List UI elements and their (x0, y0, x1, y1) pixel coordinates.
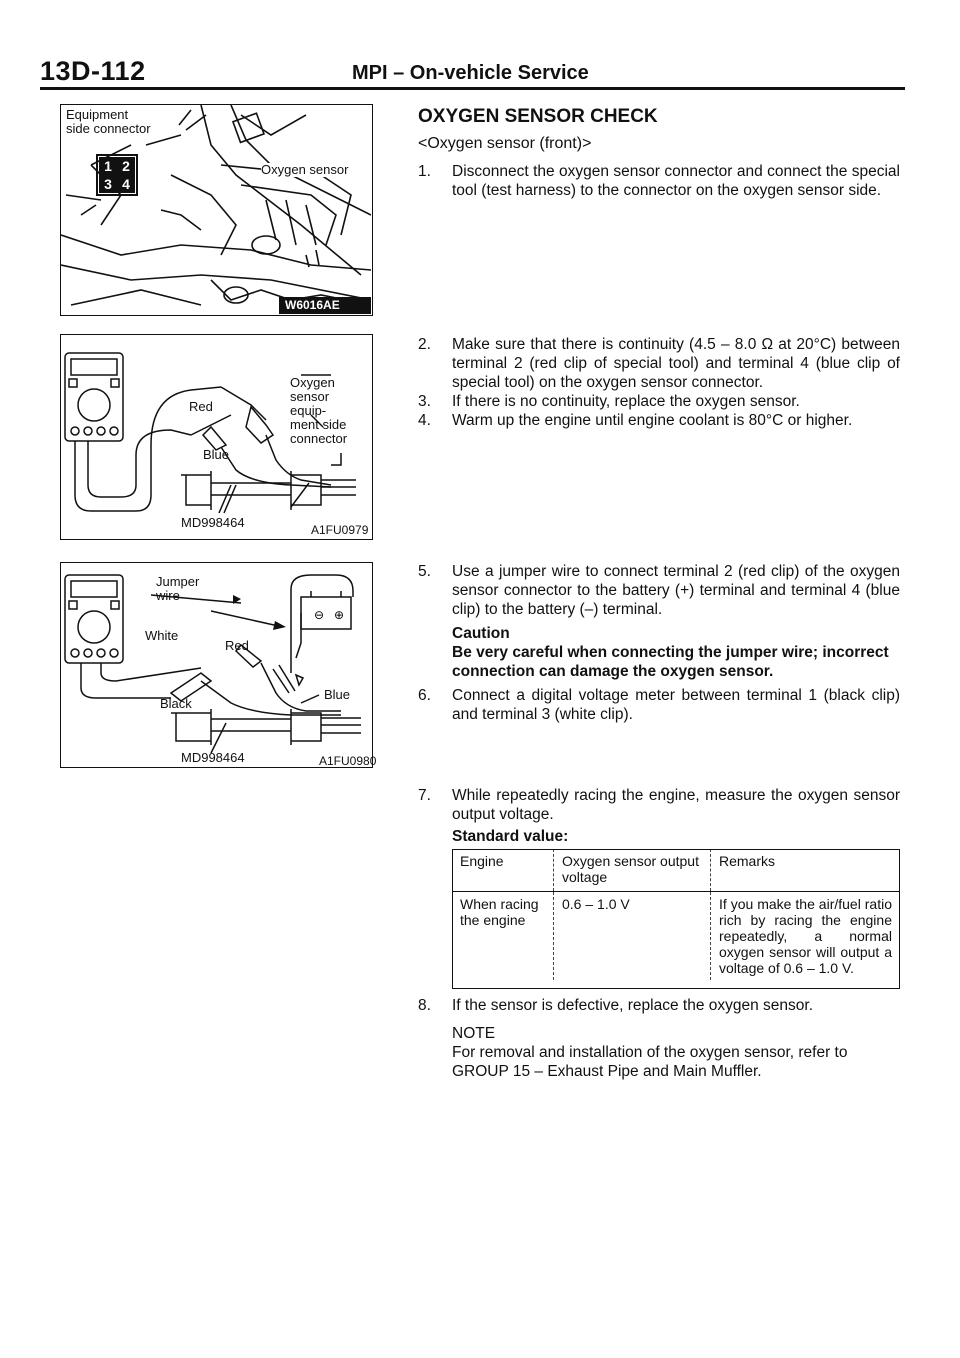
step-5 (418, 562, 900, 619)
header-remarks: Remarks (711, 849, 901, 892)
step-8 (418, 996, 900, 1015)
cell-engine: When racing the engine (460, 896, 539, 928)
blue-clip-label: Blue (203, 447, 230, 462)
step-6 (418, 686, 900, 724)
table-header-row (452, 849, 900, 892)
step-number: 7. (418, 787, 431, 804)
step-text: Use a jumper wire to connect terminal 2 (red clip) of the oxygen sensor connector to the battery (+) terminal and terminal 4 (blue clip) to the battery (–) terminal. (452, 563, 900, 618)
step-4 (418, 411, 900, 430)
white-clip-label: White (145, 628, 179, 643)
svg-text:⊕: ⊕ (334, 608, 345, 622)
oxygen-sensor-label: Oxygen sensor (261, 162, 349, 177)
header-rule (40, 87, 905, 90)
equip-label: equip- (290, 403, 327, 418)
red-clip-label: Red (189, 399, 213, 414)
header-title: MPI – On-vehicle Service (352, 62, 589, 84)
ment-side-label: ment side (290, 417, 347, 432)
header-output-voltage: Oxygen sensor output voltage (554, 849, 711, 892)
svg-text:⊖: ⊖ (314, 608, 325, 622)
note-text: For removal and installation of the oxygen sensor, refer to GROUP 15 – Exhaust Pipe and Main Muffler. (452, 1044, 848, 1080)
note-label: NOTE (452, 1025, 496, 1042)
step-text: Warm up the engine until engine coolant is 80°C or higher. (452, 412, 853, 429)
pin-4-label: 4 (122, 176, 130, 192)
section-subtitle: <Oxygen sensor (front)> (418, 135, 592, 152)
table-row (452, 892, 900, 981)
step-text: If the sensor is defective, replace the oxygen sensor. (452, 997, 814, 1014)
connector-label: connector (290, 431, 348, 446)
step-text: Disconnect the oxygen sensor connector and connect the special tool (test harness) to the connector on the oxygen sensor side. (452, 163, 900, 199)
black-clip-label: Black (160, 696, 192, 711)
tool-number-label: MD998464 (181, 515, 245, 530)
step-7 (418, 786, 900, 824)
standard-value-table (452, 849, 900, 980)
section-title: OXYGEN SENSOR CHECK (418, 106, 658, 127)
standard-value-label: Standard value: (452, 828, 569, 845)
step-text: While repeatedly racing the engine, measure the oxygen sensor output voltage. (452, 787, 900, 823)
figure-3-drawing (61, 563, 371, 766)
step-number: 5. (418, 563, 431, 580)
caution-label: Caution (452, 625, 510, 642)
cell-remarks: If you make the air/fuel ratio rich by racing the engine repeatedly, a normal oxygen sensor will output a voltage of 0.6 – 1.0 V. (711, 892, 901, 981)
blue-clip-label: Blue (324, 687, 351, 702)
sensor-label: sensor (290, 389, 330, 404)
header-engine: Engine (452, 849, 554, 892)
pin-1-label: 1 (104, 158, 112, 174)
pin-3-label: 3 (104, 176, 112, 192)
tool-number-label: MD998464 (181, 750, 245, 765)
step-number: 1. (418, 163, 431, 180)
figure-code: A1FU0980 (319, 754, 377, 768)
step-3 (418, 392, 900, 411)
page-header (40, 52, 905, 92)
figure-voltage-check (60, 562, 377, 768)
step-number: 3. (418, 393, 431, 410)
figure-continuity-check (60, 334, 373, 540)
side-connector-label: side connector (66, 121, 151, 136)
figure-code: A1FU0979 (311, 523, 369, 537)
step-text: Connect a digital voltage meter between terminal 1 (black clip) and terminal 3 (white clip). (452, 687, 900, 723)
caution-text: Be very careful when connecting the jumper wire; incorrect connection can damage the oxygen sensor. (452, 644, 889, 680)
figure-oxygen-sensor-location (60, 104, 373, 316)
step-text: Make sure that there is continuity (4.5 – 8.0 Ω at 20°C) between terminal 2 (red clip of special tool) and terminal 4 (blue clip of special tool) on the oxygen sensor connector. (452, 336, 900, 391)
cell-voltage: 0.6 – 1.0 V (554, 892, 711, 981)
oxygen-label: Oxygen (290, 375, 335, 390)
pin-2-label: 2 (122, 158, 130, 174)
figure-code: W6016AE (285, 298, 340, 312)
wire-label: wire (156, 588, 180, 603)
equipment-label: Equipment (66, 107, 129, 122)
figure-1-drawing (61, 105, 371, 314)
step-number: 6. (418, 687, 431, 704)
red-clip-label: Red (225, 638, 249, 653)
step-text: If there is no continuity, replace the oxygen sensor. (452, 393, 800, 410)
step-1 (418, 162, 900, 200)
step-2 (418, 335, 900, 392)
page-number: 13D-112 (40, 56, 146, 86)
step-number: 4. (418, 412, 431, 429)
step-number: 8. (418, 997, 431, 1014)
step-number: 2. (418, 336, 431, 353)
jumper-label: Jumper (156, 574, 200, 589)
